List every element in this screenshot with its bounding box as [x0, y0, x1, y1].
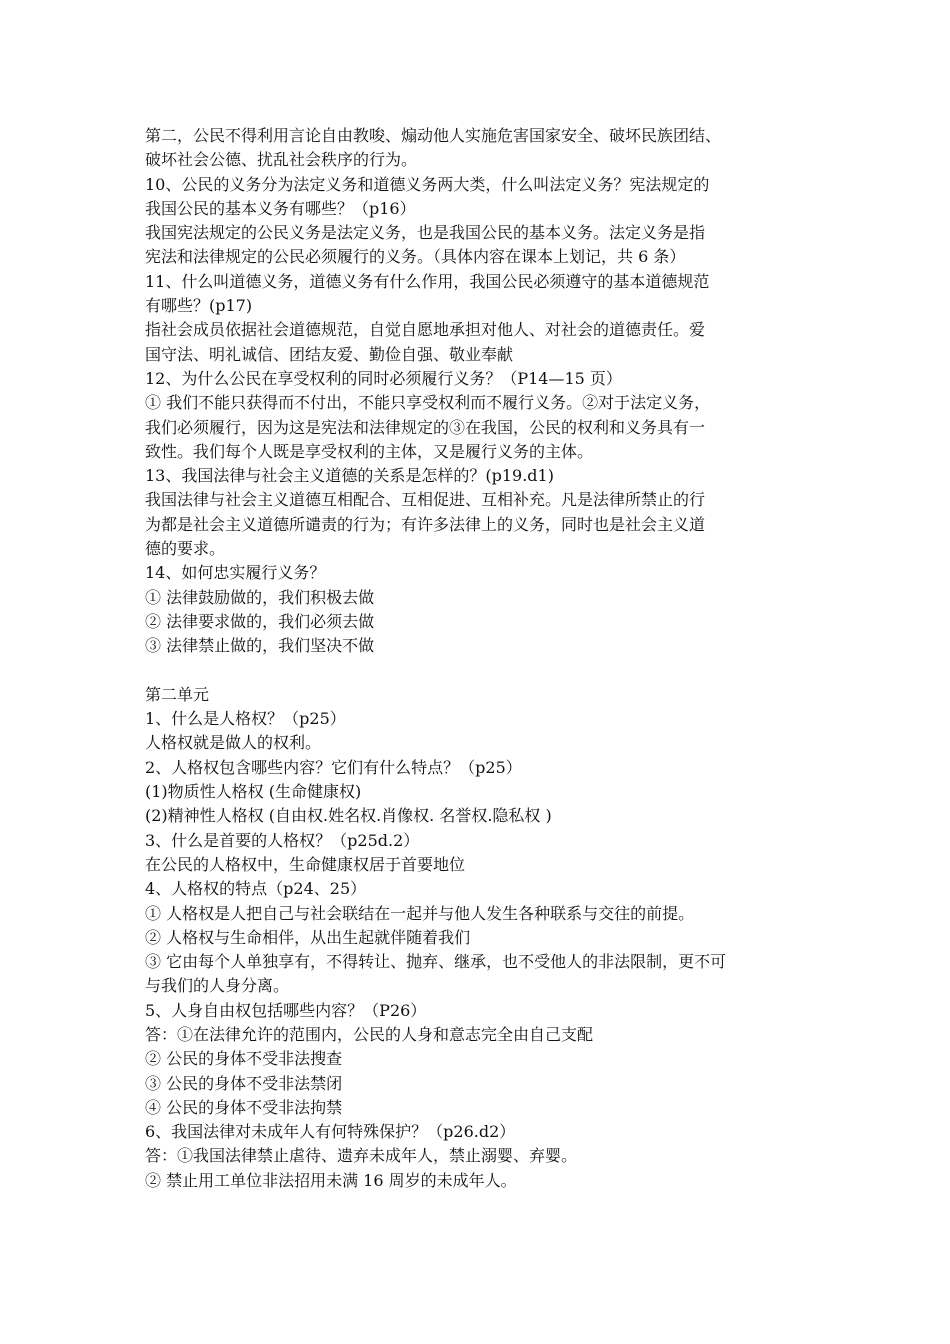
text-line: 我们必须履行，因为这是宪法和法律规定的③在我国，公民的权利和义务具有一 [145, 417, 706, 437]
document-body [145, 124, 815, 1193]
text-line: ① 我们不能只获得而不付出，不能只享受权利而不履行义务。②对于法定义务， [145, 393, 711, 413]
text-line: ① 人格权是人把自己与社会联结在一起并与他人发生各种联系与交往的前提。 [145, 903, 695, 923]
text-line: 答：①在法律允许的范围内，公民的人身和意志完全由自己支配 [145, 1024, 594, 1044]
text-line: 我国公民的基本义务有哪些？（p16） [145, 198, 416, 218]
text-line: 指社会成员依据社会道德规范，自觉自愿地承担对他人、对社会的道德责任。爱 [145, 320, 706, 340]
text-line: ④ 公民的身体不受非法拘禁 [145, 1097, 343, 1117]
text-line: 13、我国法律与社会主义道德的关系是怎样的？(p19.d1) [145, 466, 554, 486]
text-line: 4、人格权的特点（p24、25） [145, 879, 367, 899]
text-line: ② 人格权与生命相伴，从出生起就伴随着我们 [145, 927, 471, 947]
text-line: 6、我国法律对未成年人有何特殊保护？（p26.d2） [145, 1122, 516, 1142]
text-line: 2、人格权包含哪些内容？它们有什么特点？（p25） [145, 757, 522, 777]
text-line: ③ 法律禁止做的，我们坚决不做 [145, 636, 375, 656]
text-line: (2)精神性人格权 (自由权.姓名权.肖像权. 名誉权.隐私权 ) [145, 806, 552, 826]
text-line: 我国宪法规定的公民义务是法定义务，也是我国公民的基本义务。法定义务是指 [145, 223, 706, 243]
text-line: ② 公民的身体不受非法搜查 [145, 1049, 343, 1069]
text-line: 我国法律与社会主义道德互相配合、互相促进、互相补充。凡是法律所禁止的行 [145, 490, 706, 510]
text-line: ③ 公民的身体不受非法禁闭 [145, 1073, 343, 1093]
text-line: ③ 它由每个人单独享有，不得转让、抛弃、继承，也不受他人的非法限制，更不可 [145, 952, 727, 972]
text-line: 14、如何忠实履行义务？ [145, 563, 326, 583]
text-line: 答：①我国法律禁止虐待、遗弃未成年人，禁止溺婴、弃婴。 [145, 1146, 578, 1166]
text-line: 在公民的人格权中，生命健康权居于首要地位 [145, 854, 466, 874]
text-line: 3、什么是首要的人格权？（p25d.2） [145, 830, 420, 850]
text-line: 12、为什么公民在享受权利的同时必须履行义务？（P14—15 页） [145, 368, 622, 388]
text-line: 破坏社会公德、扰乱社会秩序的行为。 [145, 150, 418, 170]
text-line: ① 法律鼓励做的，我们积极去做 [145, 587, 375, 607]
text-line: 第二单元 [145, 684, 210, 704]
text-line: 德的要求。 [145, 539, 226, 559]
text-line: 5、人身自由权包括哪些内容？（P26） [145, 1000, 427, 1020]
text-line: 宪法和法律规定的公民必须履行的义务。（具体内容在课本上划记，共 6 条） [145, 247, 686, 267]
blank-line [145, 659, 815, 683]
text-line: 有哪些？(p17) [145, 296, 253, 316]
text-line: 10、公民的义务分为法定义务和道德义务两大类，什么叫法定义务？宪法规定的 [145, 174, 710, 194]
text-line: ② 法律要求做的，我们必须去做 [145, 611, 375, 631]
text-line: ② 禁止用工单位非法招用未满 16 周岁的未成年人。 [145, 1170, 517, 1190]
text-line: 人格权就是做人的权利。 [145, 733, 322, 753]
text-line: 国守法、明礼诚信、团结友爱、勤俭自强、敬业奉献 [145, 344, 514, 364]
text-line: 致性。我们每个人既是享受权利的主体，又是履行义务的主体。 [145, 441, 594, 461]
text-line: 为都是社会主义道德所谴责的行为；有许多法律上的义务，同时也是社会主义道 [145, 514, 706, 534]
text-line: 1、什么是人格权？（p25） [145, 709, 346, 729]
text-line: 第二，公民不得利用言论自由教唆、煽动他人实施危害国家安全、破坏民族团结、 [145, 126, 722, 145]
text-line: 11、什么叫道德义务，道德义务有什么作用，我国公民必须遵守的基本道德规范 [145, 271, 710, 291]
text-line: (1)物质性人格权 (生命健康权) [145, 782, 362, 802]
text-line: 与我们的人身分离。 [145, 976, 290, 996]
